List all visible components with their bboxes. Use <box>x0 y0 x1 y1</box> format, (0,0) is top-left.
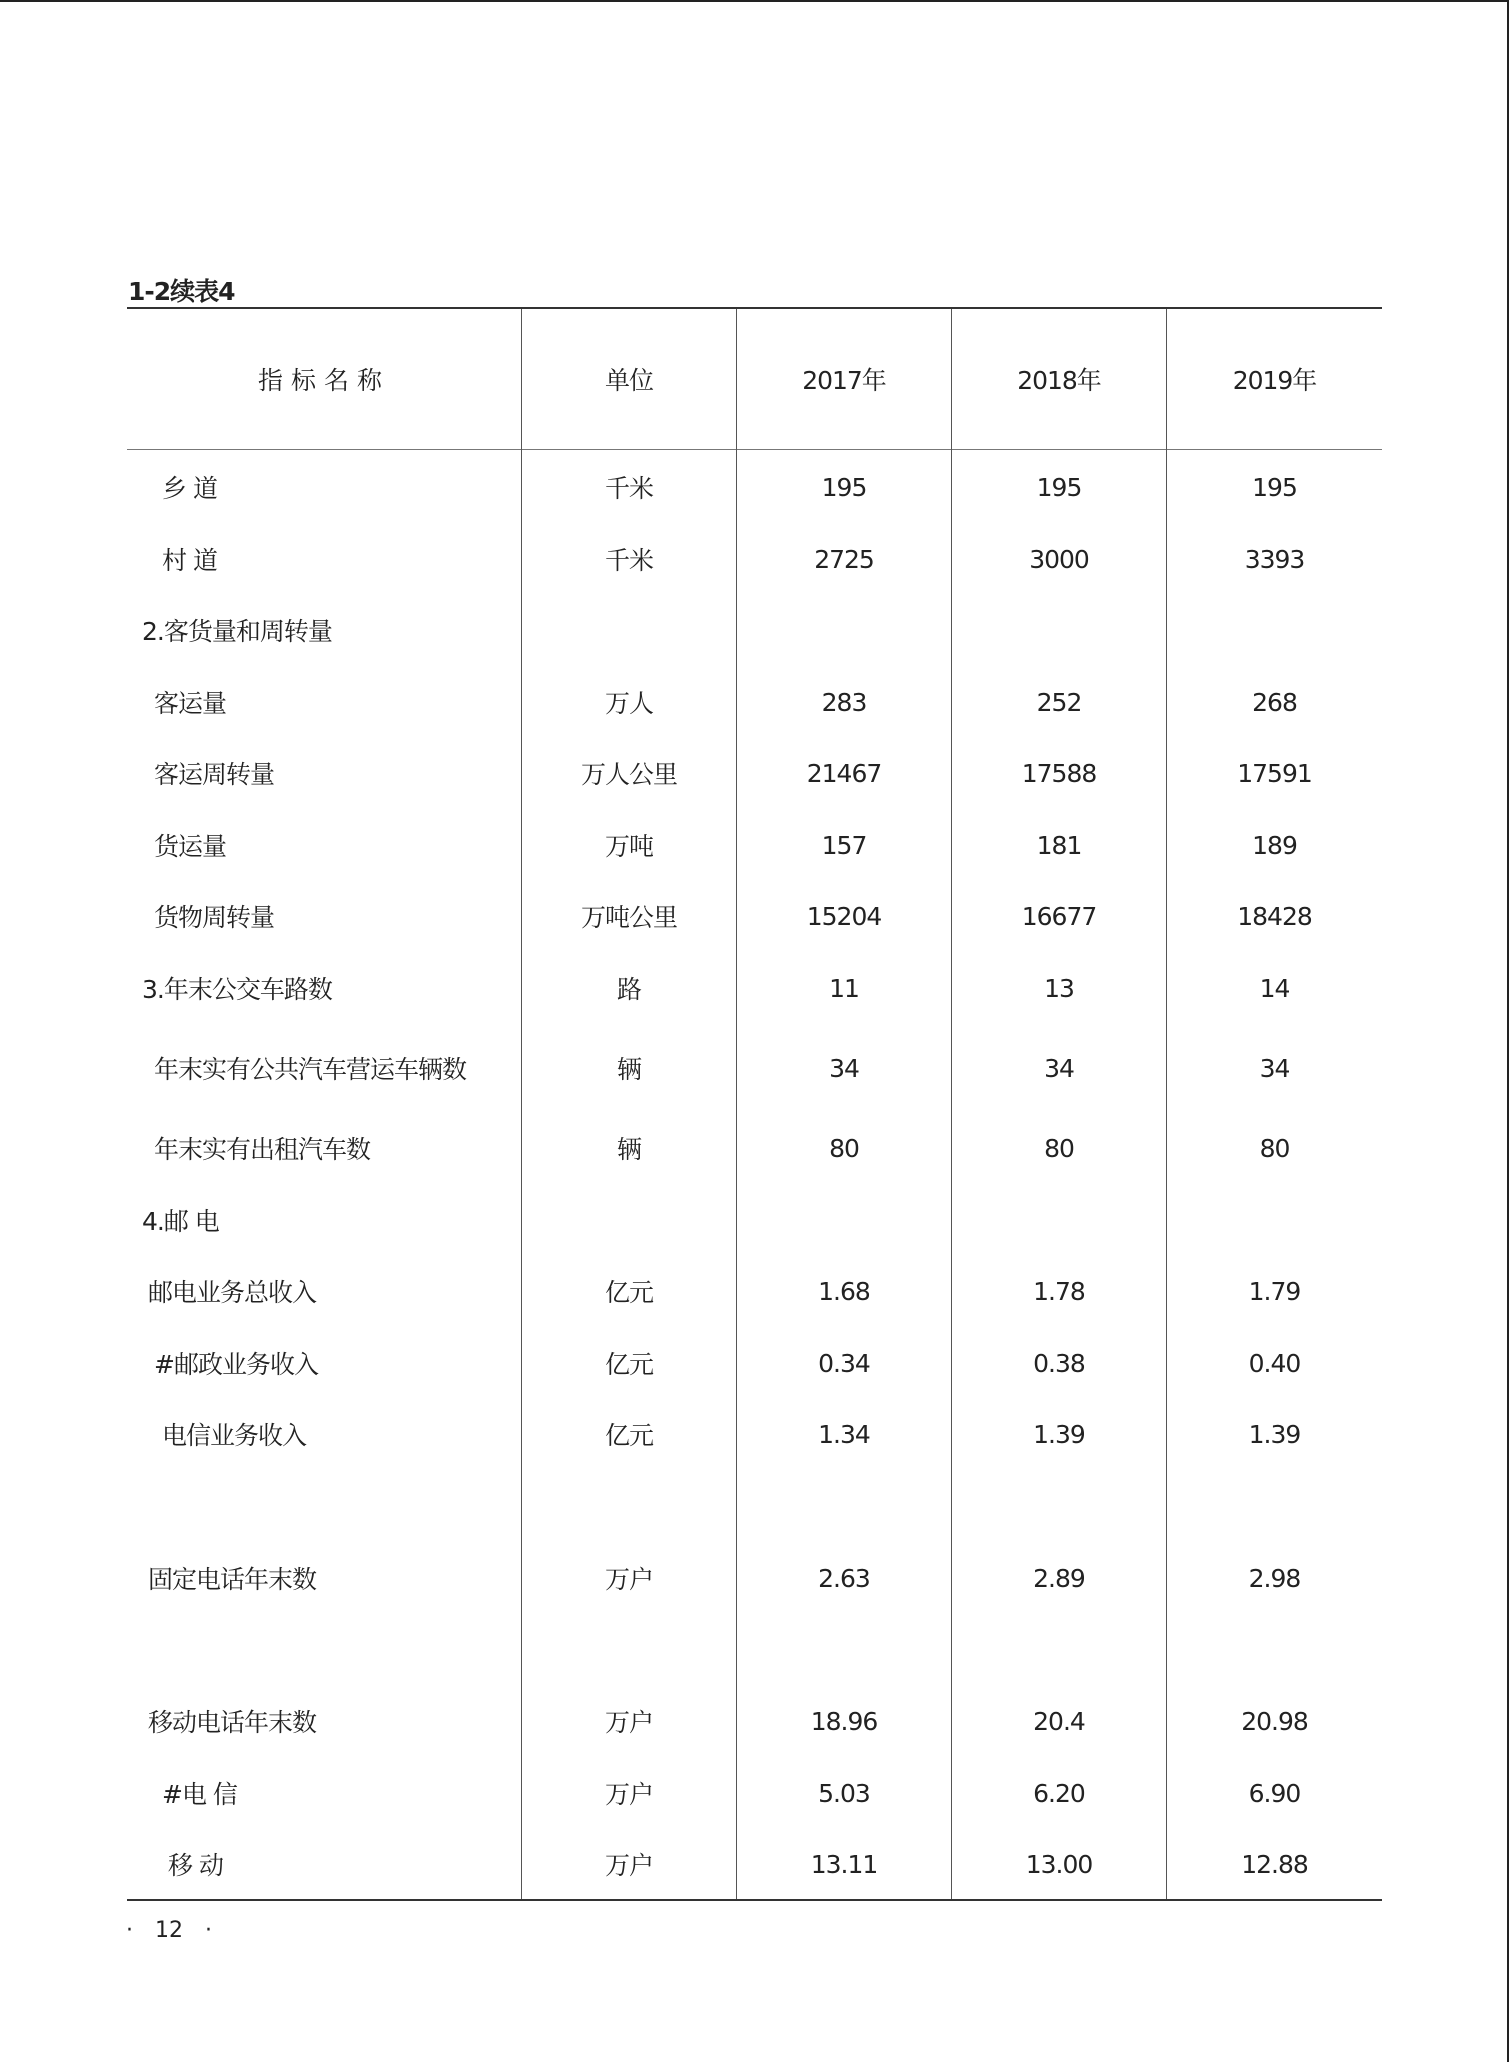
row-label: 乡 道 <box>162 474 217 503</box>
cell-2019: 189 <box>1252 830 1297 860</box>
row-label: 3.年末公交车路数 <box>142 975 332 1004</box>
cell-2019: 195 <box>1252 472 1297 502</box>
cell-2019: 0.40 <box>1248 1348 1301 1378</box>
cell-unit: 万户 <box>604 1780 653 1809</box>
cell-unit: 万户 <box>604 1708 653 1737</box>
row-label: #电 信 <box>162 1780 237 1809</box>
cell-2017: 2.63 <box>818 1563 870 1593</box>
cell-2017: 0.34 <box>818 1348 870 1378</box>
cell-2019: 14 <box>1259 973 1290 1003</box>
cell-unit: 万人 <box>604 689 653 718</box>
cell-unit: 亿元 <box>604 1421 653 1450</box>
cell-2019: 12.88 <box>1241 1849 1308 1879</box>
page-footer <box>126 1918 212 1943</box>
cell-2019: 20.98 <box>1241 1706 1308 1736</box>
cell-2019: 6.90 <box>1248 1778 1301 1808</box>
row-label: 货运量 <box>154 832 227 861</box>
cell-2018 <box>952 610 1166 650</box>
cell-2019: 3393 <box>1244 544 1305 574</box>
cell-2019: 34 <box>1259 1053 1290 1083</box>
cell-unit: 路 <box>616 975 641 1004</box>
cell-2019: 2.98 <box>1248 1563 1301 1593</box>
cell-2017 <box>737 610 951 650</box>
cell-2017: 18.96 <box>810 1706 878 1736</box>
cell-2018: 13 <box>1044 973 1074 1003</box>
cell-2019: 1.39 <box>1248 1419 1301 1449</box>
cell-2017: 13.11 <box>810 1849 878 1879</box>
row-label: #邮政业务收入 <box>154 1350 318 1379</box>
cell-2018: 17588 <box>1021 758 1097 788</box>
cell-2019: 18428 <box>1237 901 1312 931</box>
cell-unit: 万吨公里 <box>580 903 677 932</box>
cell-2018: 1.78 <box>1033 1276 1085 1306</box>
cell-unit: 亿元 <box>604 1350 653 1379</box>
cell-unit <box>522 1200 736 1240</box>
cell-2017: 34 <box>829 1053 859 1083</box>
cell-2018: 34 <box>1044 1053 1074 1083</box>
row-label: 移动电话年末数 <box>148 1708 317 1737</box>
cell-unit: 辆 <box>616 1135 641 1164</box>
row-label: 固定电话年末数 <box>148 1565 317 1594</box>
cell-unit: 万户 <box>604 1851 653 1880</box>
cell-unit: 万吨 <box>604 832 653 861</box>
cell-unit: 万人公里 <box>580 760 677 789</box>
row-label: 客运周转量 <box>154 760 275 789</box>
row-label: 邮电业务总收入 <box>148 1278 317 1307</box>
cell-2017: 283 <box>821 687 867 717</box>
cell-2017: 15204 <box>806 901 882 931</box>
cell-2018: 1.39 <box>1033 1419 1085 1449</box>
cell-2019: 17591 <box>1237 758 1312 788</box>
row-label: 村 道 <box>162 546 217 575</box>
page-number: 12 <box>155 1918 183 1943</box>
cell-2018: 80 <box>1044 1133 1074 1163</box>
cell-2018: 252 <box>1036 687 1082 717</box>
header-divider <box>127 449 1382 450</box>
row-label: 电信业务收入 <box>162 1421 307 1450</box>
cell-2017: 2725 <box>814 544 874 574</box>
cell-unit: 千米 <box>604 546 653 575</box>
cell-unit: 亿元 <box>604 1278 653 1307</box>
table-bottom-rule <box>127 1899 1382 1901</box>
cell-2018: 3000 <box>1029 544 1089 574</box>
cell-2019: 80 <box>1259 1133 1290 1163</box>
cell-unit: 千米 <box>604 474 653 503</box>
cell-2019 <box>1167 610 1382 650</box>
table-title: 1-2续表4 <box>128 277 235 306</box>
cell-2018: 6.20 <box>1033 1778 1085 1808</box>
cell-unit <box>522 610 736 650</box>
row-label: 4.邮 电 <box>142 1207 219 1236</box>
cell-2017: 80 <box>829 1133 859 1163</box>
page-marker: · <box>205 1918 212 1943</box>
page-border <box>0 0 1509 2</box>
row-label: 货物周转量 <box>154 903 275 932</box>
cell-2019: 268 <box>1252 687 1297 717</box>
cell-2017: 21467 <box>806 758 882 788</box>
header-indicator-name: 指标名称 <box>257 366 390 395</box>
header-2017: 2017年 <box>802 366 886 395</box>
row-label: 年末实有公共汽车营运车辆数 <box>154 1055 467 1084</box>
cell-unit: 万户 <box>604 1565 653 1594</box>
row-label: 客运量 <box>154 689 227 718</box>
header-2019: 2019年 <box>1232 366 1317 395</box>
cell-2017: 5.03 <box>818 1778 870 1808</box>
cell-2017: 195 <box>821 472 867 502</box>
row-label: 移 动 <box>168 1851 223 1880</box>
row-label: 年末实有出租汽车数 <box>154 1135 371 1164</box>
cell-2018 <box>952 1200 1166 1240</box>
cell-2018: 0.38 <box>1033 1348 1085 1378</box>
cell-2019 <box>1167 1200 1382 1240</box>
header-2018: 2018年 <box>1017 366 1101 395</box>
cell-2018: 16677 <box>1021 901 1097 931</box>
row-label: 2.客货量和周转量 <box>142 617 332 646</box>
cell-2017: 1.68 <box>818 1276 870 1306</box>
cell-2018: 20.4 <box>1033 1706 1085 1736</box>
cell-2019: 1.79 <box>1248 1276 1301 1306</box>
cell-2017: 1.34 <box>818 1419 870 1449</box>
page-marker: · <box>126 1918 133 1943</box>
cell-2017: 157 <box>821 830 867 860</box>
cell-2017 <box>737 1200 951 1240</box>
header-unit: 单位 <box>604 366 653 395</box>
cell-unit: 辆 <box>616 1055 641 1084</box>
cell-2018: 13.00 <box>1025 1849 1093 1879</box>
cell-2017: 11 <box>829 973 859 1003</box>
cell-2018: 181 <box>1036 830 1082 860</box>
cell-2018: 2.89 <box>1033 1563 1085 1593</box>
cell-2018: 195 <box>1036 472 1082 502</box>
